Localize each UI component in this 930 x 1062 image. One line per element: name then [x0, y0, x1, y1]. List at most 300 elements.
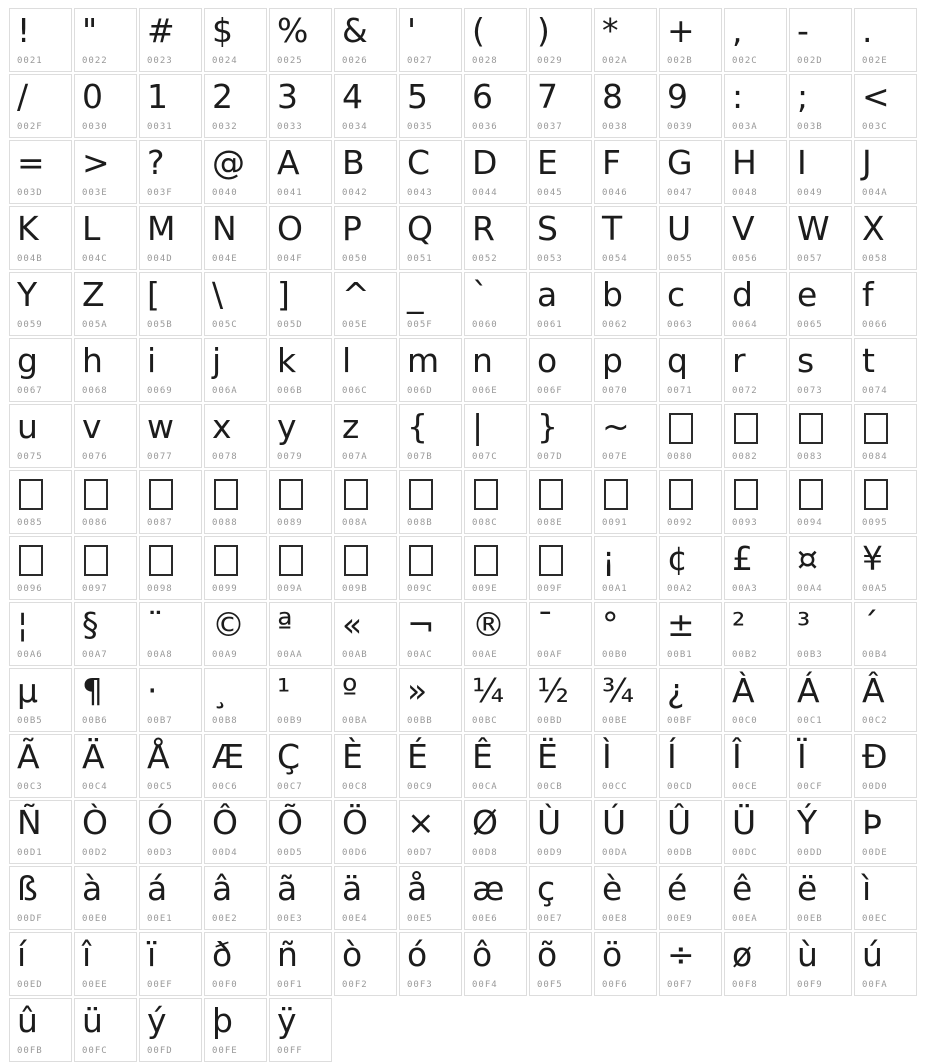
- glyph-cell-00D8: [464, 800, 527, 864]
- codepoint-label: 00C0: [732, 716, 758, 726]
- glyph: À: [732, 671, 755, 710]
- codepoint-label: 00C2: [862, 716, 888, 726]
- glyph: F: [602, 143, 621, 182]
- glyph-cell-004B: [9, 206, 72, 270]
- codepoint-label: 00ED: [17, 980, 43, 990]
- glyph-cell-002E: [854, 8, 917, 72]
- glyph-cell-00B9: [269, 668, 332, 732]
- glyph: {: [407, 407, 428, 446]
- glyph-cell-00BE: [594, 668, 657, 732]
- glyph-cell-0072: [724, 338, 787, 402]
- glyph-cell-009F: [529, 536, 592, 600]
- glyph: ý: [147, 1001, 167, 1040]
- glyph-cell-0033: [269, 74, 332, 138]
- glyph-cell-00CE: [724, 734, 787, 798]
- codepoint-label: 003C: [862, 122, 888, 132]
- codepoint-label: 00AE: [472, 650, 498, 660]
- glyph: ¡: [602, 539, 616, 578]
- codepoint-label: 0095: [862, 518, 888, 528]
- codepoint-label: 0053: [537, 254, 563, 264]
- codepoint-label: 008E: [537, 518, 563, 528]
- glyph-cell-0082: [724, 404, 787, 468]
- glyph-cell-00E7: [529, 866, 592, 930]
- codepoint-label: 004F: [277, 254, 303, 264]
- codepoint-label: 0032: [212, 122, 238, 132]
- glyph-cell-00BD: [529, 668, 592, 732]
- codepoint-label: 004D: [147, 254, 173, 264]
- glyph-cell-0057: [789, 206, 852, 270]
- glyph-cell-00C9: [399, 734, 462, 798]
- glyph: µ: [17, 671, 38, 710]
- glyph: X: [862, 209, 885, 248]
- glyph-cell-006A: [204, 338, 267, 402]
- glyph: ã: [277, 869, 298, 908]
- glyph: z: [342, 407, 360, 446]
- glyph: Ï: [797, 737, 807, 776]
- codepoint-label: 0025: [277, 56, 303, 66]
- glyph: Z: [82, 275, 105, 314]
- glyph: S: [537, 209, 558, 248]
- glyph: o: [537, 341, 558, 380]
- glyph-cell-0089: [269, 470, 332, 534]
- codepoint-label: 0064: [732, 320, 758, 330]
- glyph-cell-0064: [724, 272, 787, 336]
- glyph: ï: [147, 935, 157, 974]
- glyph: y: [277, 407, 297, 446]
- glyph-cell-003D: [9, 140, 72, 204]
- glyph-cell-005A: [74, 272, 137, 336]
- codepoint-label: 008B: [407, 518, 433, 528]
- glyph-cell-009E: [464, 536, 527, 600]
- codepoint-label: 0024: [212, 56, 238, 66]
- codepoint-label: 00F6: [602, 980, 628, 990]
- glyph-cell-00B8: [204, 668, 267, 732]
- codepoint-label: 0082: [732, 452, 758, 462]
- codepoint-label: 00B7: [147, 716, 173, 726]
- codepoint-label: 00AC: [407, 650, 433, 660]
- glyph-cell-00B7: [139, 668, 202, 732]
- glyph-cell-00BF: [659, 668, 722, 732]
- glyph: °: [602, 605, 619, 644]
- codepoint-label: 004B: [17, 254, 43, 264]
- glyph-cell-0047: [659, 140, 722, 204]
- glyph: Ø: [472, 803, 498, 842]
- glyph-cell-00C4: [74, 734, 137, 798]
- glyph: Ð: [862, 737, 888, 776]
- glyph-cell-0080: [659, 404, 722, 468]
- glyph: J: [862, 143, 872, 182]
- missing-glyph-box: [84, 545, 108, 576]
- codepoint-label: 00C6: [212, 782, 238, 792]
- glyph: h: [82, 341, 103, 380]
- codepoint-label: 0091: [602, 518, 628, 528]
- codepoint-label: 00AA: [277, 650, 303, 660]
- glyph: í: [17, 935, 27, 974]
- codepoint-label: 00EC: [862, 914, 888, 924]
- glyph: ¥: [862, 539, 883, 578]
- glyph-cell-0059: [9, 272, 72, 336]
- codepoint-label: 0085: [17, 518, 43, 528]
- glyph-cell-00D3: [139, 800, 202, 864]
- glyph: ð: [212, 935, 233, 974]
- glyph: E: [537, 143, 558, 182]
- glyph-cell-0051: [399, 206, 462, 270]
- codepoint-label: 0074: [862, 386, 888, 396]
- glyph: ¢: [667, 539, 688, 578]
- codepoint-label: 00FF: [277, 1046, 303, 1056]
- glyph-cell-003C: [854, 74, 917, 138]
- glyph: g: [17, 341, 38, 380]
- glyph-cell-00DD: [789, 800, 852, 864]
- glyph: Í: [667, 737, 677, 776]
- glyph-cell-0092: [659, 470, 722, 534]
- glyph-cell-00F7: [659, 932, 722, 996]
- glyph: W: [797, 209, 830, 248]
- glyph: æ: [472, 869, 505, 908]
- glyph-cell-0054: [594, 206, 657, 270]
- glyph-cell-0023: [139, 8, 202, 72]
- glyph-cell-008B: [399, 470, 462, 534]
- codepoint-label: 002C: [732, 56, 758, 66]
- glyph: Ù: [537, 803, 562, 842]
- glyph-cell-0077: [139, 404, 202, 468]
- glyph-cell-0056: [724, 206, 787, 270]
- codepoint-label: 0094: [797, 518, 823, 528]
- glyph: ñ: [277, 935, 298, 974]
- codepoint-label: 00B2: [732, 650, 758, 660]
- glyph-cell-00AA: [269, 602, 332, 666]
- codepoint-label: 00BB: [407, 716, 433, 726]
- glyph: ¤: [797, 539, 818, 578]
- glyph-cell-00B0: [594, 602, 657, 666]
- glyph: ¹: [277, 671, 291, 710]
- glyph-cell-00D9: [529, 800, 592, 864]
- codepoint-label: 0022: [82, 56, 108, 66]
- codepoint-label: 00CF: [797, 782, 823, 792]
- glyph: >: [82, 143, 110, 182]
- codepoint-label: 0026: [342, 56, 368, 66]
- glyph-cell-0036: [464, 74, 527, 138]
- codepoint-label: 00EB: [797, 914, 823, 924]
- glyph-cell-009B: [334, 536, 397, 600]
- glyph: #: [147, 11, 175, 50]
- glyph-cell-00A5: [854, 536, 917, 600]
- glyph: ß: [17, 869, 38, 908]
- glyph: Ü: [732, 803, 757, 842]
- missing-glyph-box: [344, 479, 368, 510]
- glyph: 5: [407, 77, 428, 116]
- codepoint-label: 00F5: [537, 980, 563, 990]
- codepoint-label: 0077: [147, 452, 173, 462]
- glyph: ·: [147, 671, 158, 710]
- glyph: 3: [277, 77, 298, 116]
- glyph-cell-0021: [9, 8, 72, 72]
- glyph-cell-00C7: [269, 734, 332, 798]
- codepoint-label: 0028: [472, 56, 498, 66]
- codepoint-label: 00A9: [212, 650, 238, 660]
- glyph-cell-0050: [334, 206, 397, 270]
- glyph-cell-004E: [204, 206, 267, 270]
- missing-glyph-box: [409, 545, 433, 576]
- missing-glyph-box: [214, 545, 238, 576]
- glyph: ù: [797, 935, 818, 974]
- codepoint-label: 005D: [277, 320, 303, 330]
- glyph-cell-005C: [204, 272, 267, 336]
- glyph-cell-0026: [334, 8, 397, 72]
- glyph-cell-0039: [659, 74, 722, 138]
- codepoint-label: 0029: [537, 56, 563, 66]
- codepoint-label: 00C7: [277, 782, 303, 792]
- glyph-cell-00B4: [854, 602, 917, 666]
- glyph-cell-006F: [529, 338, 592, 402]
- glyph: O: [277, 209, 303, 248]
- glyph-cell-00A3: [724, 536, 787, 600]
- codepoint-label: 00EF: [147, 980, 173, 990]
- glyph-cell-006E: [464, 338, 527, 402]
- glyph-cell-0097: [74, 536, 137, 600]
- glyph-cell-0091: [594, 470, 657, 534]
- codepoint-label: 00D7: [407, 848, 433, 858]
- glyph: î: [82, 935, 92, 974]
- codepoint-label: 00DE: [862, 848, 888, 858]
- codepoint-label: 00B4: [862, 650, 888, 660]
- codepoint-label: 006D: [407, 386, 433, 396]
- glyph-cell-007D: [529, 404, 592, 468]
- codepoint-label: 00DD: [797, 848, 823, 858]
- codepoint-label: 00E8: [602, 914, 628, 924]
- glyph-cell-00AC: [399, 602, 462, 666]
- glyph-cell-0073: [789, 338, 852, 402]
- codepoint-label: 00FB: [17, 1046, 43, 1056]
- glyph-cell-008A: [334, 470, 397, 534]
- glyph-cell-00D1: [9, 800, 72, 864]
- glyph: ²: [732, 605, 746, 644]
- codepoint-label: 004A: [862, 188, 888, 198]
- glyph: ä: [342, 869, 363, 908]
- glyph-cell-00ED: [9, 932, 72, 996]
- glyph: <: [862, 77, 890, 116]
- glyph: ~: [602, 407, 630, 446]
- glyph: ö: [602, 935, 623, 974]
- glyph: ): [537, 11, 550, 50]
- glyph: Q: [407, 209, 433, 248]
- missing-glyph-box: [279, 545, 303, 576]
- glyph: @: [212, 143, 245, 182]
- glyph: þ: [212, 1001, 233, 1040]
- glyph: +: [667, 11, 695, 50]
- codepoint-label: 0075: [17, 452, 43, 462]
- glyph: b: [602, 275, 623, 314]
- glyph: ^: [342, 275, 370, 314]
- glyph-cell-002D: [789, 8, 852, 72]
- missing-glyph-box: [799, 479, 823, 510]
- glyph: ª: [277, 605, 293, 644]
- glyph: é: [667, 869, 688, 908]
- codepoint-label: 0067: [17, 386, 43, 396]
- glyph: ': [407, 11, 417, 50]
- glyph: :: [732, 77, 744, 116]
- codepoint-label: 003B: [797, 122, 823, 132]
- glyph-cell-0049: [789, 140, 852, 204]
- glyph: ó: [407, 935, 428, 974]
- glyph-cell-0078: [204, 404, 267, 468]
- codepoint-label: 00FA: [862, 980, 888, 990]
- missing-glyph-box: [864, 413, 888, 444]
- missing-glyph-box: [474, 479, 498, 510]
- glyph-cell-0060: [464, 272, 527, 336]
- glyph-cell-0041: [269, 140, 332, 204]
- codepoint-label: 0061: [537, 320, 563, 330]
- glyph: Ö: [342, 803, 368, 842]
- codepoint-label: 0070: [602, 386, 628, 396]
- glyph-cell-0096: [9, 536, 72, 600]
- glyph: [: [147, 275, 160, 314]
- glyph: m: [407, 341, 440, 380]
- codepoint-label: 0045: [537, 188, 563, 198]
- glyph: P: [342, 209, 362, 248]
- glyph-cell-00BC: [464, 668, 527, 732]
- codepoint-label: 007E: [602, 452, 628, 462]
- codepoint-label: 003A: [732, 122, 758, 132]
- codepoint-label: 0039: [667, 122, 693, 132]
- codepoint-label: 00C9: [407, 782, 433, 792]
- glyph: º: [342, 671, 358, 710]
- glyph: l: [342, 341, 352, 380]
- codepoint-label: 00A4: [797, 584, 823, 594]
- codepoint-label: 006B: [277, 386, 303, 396]
- glyph: f: [862, 275, 874, 314]
- glyph-cell-006B: [269, 338, 332, 402]
- glyph-cell-00C1: [789, 668, 852, 732]
- glyph-cell-00F2: [334, 932, 397, 996]
- glyph: Ò: [82, 803, 108, 842]
- glyph: ©: [212, 605, 245, 644]
- glyph: â: [212, 869, 233, 908]
- glyph-cell-00A7: [74, 602, 137, 666]
- codepoint-label: 0057: [797, 254, 823, 264]
- codepoint-label: 007D: [537, 452, 563, 462]
- glyph-cell-007A: [334, 404, 397, 468]
- glyph-cell-0079: [269, 404, 332, 468]
- codepoint-label: 0096: [17, 584, 43, 594]
- glyph-cell-00C0: [724, 668, 787, 732]
- codepoint-label: 0071: [667, 386, 693, 396]
- codepoint-label: 00AF: [537, 650, 563, 660]
- codepoint-label: 0035: [407, 122, 433, 132]
- codepoint-label: 00E3: [277, 914, 303, 924]
- codepoint-label: 00A6: [17, 650, 43, 660]
- glyph-cell-00AB: [334, 602, 397, 666]
- glyph: }: [537, 407, 558, 446]
- glyph-cell-00CB: [529, 734, 592, 798]
- glyph-cell-00C6: [204, 734, 267, 798]
- glyph: U: [667, 209, 692, 248]
- glyph-cell-0038: [594, 74, 657, 138]
- glyph-cell-0043: [399, 140, 462, 204]
- glyph-cell-00EF: [139, 932, 202, 996]
- glyph-cell-00AF: [529, 602, 592, 666]
- codepoint-label: 00B6: [82, 716, 108, 726]
- glyph-cell-00FA: [854, 932, 917, 996]
- codepoint-label: 007C: [472, 452, 498, 462]
- glyph: c: [667, 275, 686, 314]
- glyph: j: [212, 341, 222, 380]
- glyph-cell-003B: [789, 74, 852, 138]
- codepoint-label: 00F1: [277, 980, 303, 990]
- glyph-cell-004F: [269, 206, 332, 270]
- glyph: ×: [407, 803, 435, 842]
- glyph: $: [212, 11, 233, 50]
- codepoint-label: 0087: [147, 518, 173, 528]
- glyph-cell-0095: [854, 470, 917, 534]
- glyph: ¨: [147, 605, 164, 644]
- glyph: k: [277, 341, 297, 380]
- codepoint-label: 00D9: [537, 848, 563, 858]
- codepoint-label: 00C3: [17, 782, 43, 792]
- codepoint-label: 00E7: [537, 914, 563, 924]
- codepoint-label: 002A: [602, 56, 628, 66]
- glyph: v: [82, 407, 102, 446]
- codepoint-label: 0027: [407, 56, 433, 66]
- glyph: &: [342, 11, 368, 50]
- glyph-cell-00A4: [789, 536, 852, 600]
- glyph-cell-00F6: [594, 932, 657, 996]
- codepoint-label: 00DA: [602, 848, 628, 858]
- missing-glyph-box: [84, 479, 108, 510]
- glyph-cell-00F3: [399, 932, 462, 996]
- glyph-cell-0061: [529, 272, 592, 336]
- glyph: ½: [537, 671, 569, 710]
- glyph-cell-0029: [529, 8, 592, 72]
- glyph-cell-0044: [464, 140, 527, 204]
- glyph-cell-0074: [854, 338, 917, 402]
- codepoint-label: 0047: [667, 188, 693, 198]
- codepoint-label: 0063: [667, 320, 693, 330]
- glyph: 1: [147, 77, 168, 116]
- glyph-cell-0099: [204, 536, 267, 600]
- codepoint-label: 00F2: [342, 980, 368, 990]
- glyph: Y: [17, 275, 38, 314]
- codepoint-label: 00CA: [472, 782, 498, 792]
- glyph-cell-0069: [139, 338, 202, 402]
- glyph-cell-007B: [399, 404, 462, 468]
- missing-glyph-box: [669, 479, 693, 510]
- glyph: /: [17, 77, 29, 116]
- codepoint-label: 0079: [277, 452, 303, 462]
- glyph: 2: [212, 77, 233, 116]
- codepoint-label: 002F: [17, 122, 43, 132]
- glyph: ¦: [17, 605, 29, 644]
- glyph: `: [472, 275, 489, 314]
- missing-glyph-box: [344, 545, 368, 576]
- codepoint-label: 0050: [342, 254, 368, 264]
- glyph: ¶: [82, 671, 103, 710]
- glyph: s: [797, 341, 815, 380]
- codepoint-label: 00D0: [862, 782, 888, 792]
- glyph: _: [407, 275, 424, 314]
- glyph-cell-00E4: [334, 866, 397, 930]
- glyph: R: [472, 209, 495, 248]
- glyph-cell-0075: [9, 404, 72, 468]
- glyph-cell-005B: [139, 272, 202, 336]
- codepoint-label: 009E: [472, 584, 498, 594]
- codepoint-label: 0051: [407, 254, 433, 264]
- glyph-cell-00E6: [464, 866, 527, 930]
- glyph-cell-0037: [529, 74, 592, 138]
- codepoint-label: 00FE: [212, 1046, 238, 1056]
- codepoint-label: 0034: [342, 122, 368, 132]
- codepoint-label: 00D2: [82, 848, 108, 858]
